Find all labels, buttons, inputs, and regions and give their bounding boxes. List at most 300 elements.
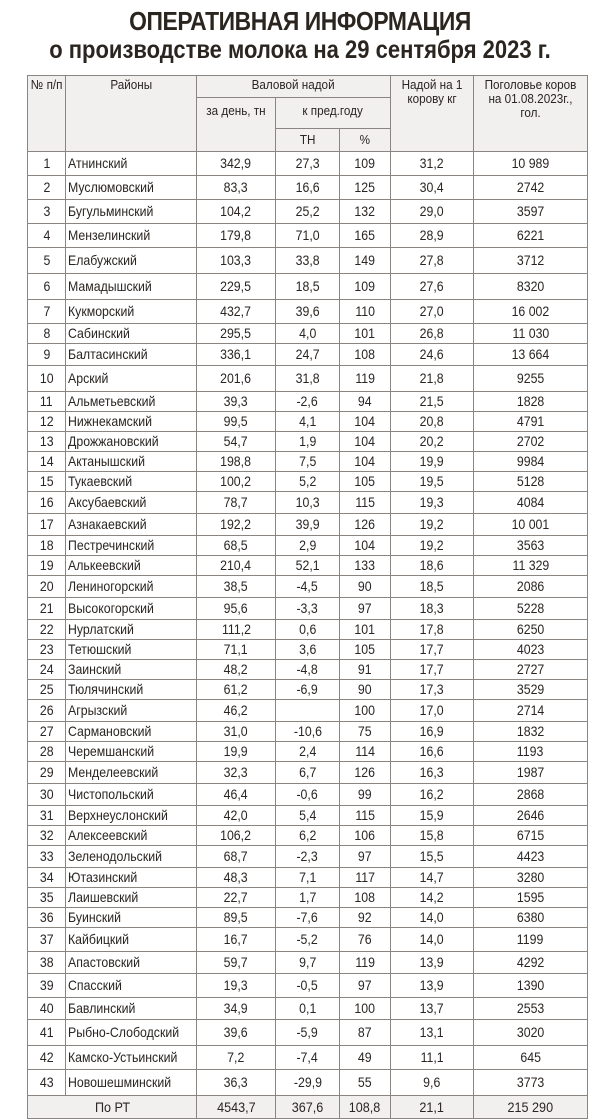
district-cell: Бугульминский [66, 200, 197, 224]
table-row [28, 846, 588, 868]
table-row [28, 868, 588, 888]
table-row [28, 762, 588, 784]
tn-cell: 16,6 [276, 176, 340, 200]
tn-cell: 2,9 [276, 536, 340, 556]
per-day-cell: 342,9 [197, 152, 276, 176]
num-cell: 3 [28, 200, 66, 224]
tn-cell: 1,7 [276, 888, 340, 908]
per-day-cell: 19,9 [197, 742, 276, 762]
cows-cell: 1193 [474, 742, 588, 762]
cows-cell: 1390 [474, 974, 588, 998]
num-cell: 25 [28, 680, 66, 700]
per-day-cell: 61,2 [197, 680, 276, 700]
per-day-cell: 38,5 [197, 576, 276, 598]
table-row [28, 680, 588, 700]
tn-cell: 31,8 [276, 366, 340, 392]
tn-cell: 6,2 [276, 826, 340, 846]
tn-cell: -5,2 [276, 928, 340, 952]
table-row [28, 722, 588, 742]
cows-cell: 6715 [474, 826, 588, 846]
pct-cell: 76 [340, 928, 391, 952]
table-row [28, 742, 588, 762]
tn-cell: 25,2 [276, 200, 340, 224]
yield-cell: 16,6 [391, 742, 474, 762]
table-row [28, 514, 588, 536]
yield-cell: 16,3 [391, 762, 474, 784]
total-yield: 21,1 [391, 1096, 474, 1119]
per-day-cell: 46,2 [197, 700, 276, 722]
per-day-cell: 103,3 [197, 248, 276, 274]
district-cell: Азнакаевский [66, 514, 197, 536]
table-row [28, 888, 588, 908]
table-row [28, 556, 588, 576]
num-cell: 36 [28, 908, 66, 928]
district-cell: Агрызский [66, 700, 197, 722]
total-row [28, 1096, 588, 1119]
pct-cell: 126 [340, 762, 391, 784]
cows-cell: 4423 [474, 846, 588, 868]
tn-cell: -4,5 [276, 576, 340, 598]
yield-cell: 19,2 [391, 514, 474, 536]
pct-cell: 125 [340, 176, 391, 200]
num-cell: 8 [28, 324, 66, 344]
district-cell: Лениногорский [66, 576, 197, 598]
cows-cell: 2553 [474, 998, 588, 1020]
table-row [28, 576, 588, 598]
per-day-cell: 100,2 [197, 472, 276, 492]
district-cell: Менделеевский [66, 762, 197, 784]
num-cell: 1 [28, 152, 66, 176]
num-cell: 15 [28, 472, 66, 492]
num-cell: 13 [28, 432, 66, 452]
tn-cell: -29,9 [276, 1070, 340, 1096]
cows-cell: 3280 [474, 868, 588, 888]
per-day-cell: 31,0 [197, 722, 276, 742]
per-day-cell: 99,5 [197, 412, 276, 432]
yield-cell: 19,2 [391, 536, 474, 556]
pct-cell: 110 [340, 300, 391, 324]
tn-cell: 2,4 [276, 742, 340, 762]
tn-cell: -7,6 [276, 908, 340, 928]
pct-cell: 119 [340, 952, 391, 974]
per-day-cell: 192,2 [197, 514, 276, 536]
num-cell: 43 [28, 1070, 66, 1096]
tn-cell: 24,7 [276, 344, 340, 366]
table-row [28, 1070, 588, 1096]
num-cell: 12 [28, 412, 66, 432]
pct-cell: 75 [340, 722, 391, 742]
cows-cell: 4292 [474, 952, 588, 974]
tn-cell: 5,2 [276, 472, 340, 492]
tn-cell: -10,6 [276, 722, 340, 742]
pct-cell: 117 [340, 868, 391, 888]
num-cell: 16 [28, 492, 66, 514]
num-cell: 21 [28, 598, 66, 620]
pct-cell: 87 [340, 1020, 391, 1046]
per-day-cell: 54,7 [197, 432, 276, 452]
num-cell: 31 [28, 806, 66, 826]
cows-cell: 3773 [474, 1070, 588, 1096]
table-row [28, 640, 588, 660]
pct-cell: 106 [340, 826, 391, 846]
table-row [28, 452, 588, 472]
district-cell: Сабинский [66, 324, 197, 344]
per-day-cell: 22,7 [197, 888, 276, 908]
cows-cell: 5228 [474, 598, 588, 620]
cows-cell: 11 030 [474, 324, 588, 344]
yield-cell: 29,0 [391, 200, 474, 224]
yield-cell: 13,9 [391, 974, 474, 998]
pct-cell: 94 [340, 392, 391, 412]
yield-cell: 14,0 [391, 908, 474, 928]
yield-cell: 27,6 [391, 274, 474, 300]
per-day-cell: 201,6 [197, 366, 276, 392]
cows-cell: 2702 [474, 432, 588, 452]
table-row [28, 492, 588, 514]
num-cell: 14 [28, 452, 66, 472]
tn-cell [276, 700, 340, 722]
num-cell: 5 [28, 248, 66, 274]
table-row [28, 248, 588, 274]
cows-cell: 645 [474, 1046, 588, 1070]
cows-cell: 2742 [474, 176, 588, 200]
table-row [28, 324, 588, 344]
per-day-cell: 295,5 [197, 324, 276, 344]
tn-cell: 71,0 [276, 224, 340, 248]
per-day-cell: 229,5 [197, 274, 276, 300]
yield-cell: 18,6 [391, 556, 474, 576]
header-yield-per-cow: Надой на 1 корову кг [391, 76, 474, 152]
per-day-cell: 39,6 [197, 1020, 276, 1046]
district-cell: Мамадышский [66, 274, 197, 300]
district-cell: Дрожжановский [66, 432, 197, 452]
cows-cell: 3712 [474, 248, 588, 274]
yield-cell: 24,6 [391, 344, 474, 366]
pct-cell: 101 [340, 620, 391, 640]
pct-cell: 99 [340, 784, 391, 806]
per-day-cell: 78,7 [197, 492, 276, 514]
per-day-cell: 48,2 [197, 660, 276, 680]
page-title: ОПЕРАТИВНАЯ ИНФОРМАЦИЯ [129, 6, 471, 36]
yield-cell: 17,8 [391, 620, 474, 640]
per-day-cell: 179,8 [197, 224, 276, 248]
num-cell: 24 [28, 660, 66, 680]
table-row [28, 224, 588, 248]
num-cell: 30 [28, 784, 66, 806]
per-day-cell: 71,1 [197, 640, 276, 660]
table-row [28, 344, 588, 366]
district-cell: Рыбно-Слободский [66, 1020, 197, 1046]
tn-cell: 4,0 [276, 324, 340, 344]
header-tn: ТН [276, 129, 340, 152]
tn-cell: -7,4 [276, 1046, 340, 1070]
cows-cell: 1199 [474, 928, 588, 952]
district-cell: Алексеевский [66, 826, 197, 846]
num-cell: 22 [28, 620, 66, 640]
pct-cell: 126 [340, 514, 391, 536]
district-cell: Верхнеуслонский [66, 806, 197, 826]
pct-cell: 104 [340, 412, 391, 432]
pct-cell: 149 [340, 248, 391, 274]
num-cell: 34 [28, 868, 66, 888]
district-cell: Апастовский [66, 952, 197, 974]
yield-cell: 13,7 [391, 998, 474, 1020]
cows-cell: 11 329 [474, 556, 588, 576]
table-row [28, 152, 588, 176]
yield-cell: 21,8 [391, 366, 474, 392]
num-cell: 33 [28, 846, 66, 868]
yield-cell: 19,3 [391, 492, 474, 514]
district-cell: Кукморский [66, 300, 197, 324]
yield-cell: 16,9 [391, 722, 474, 742]
yield-cell: 28,9 [391, 224, 474, 248]
cows-cell: 10 001 [474, 514, 588, 536]
district-cell: Ютазинский [66, 868, 197, 888]
district-cell: Высокогорский [66, 598, 197, 620]
num-cell: 23 [28, 640, 66, 660]
yield-cell: 11,1 [391, 1046, 474, 1070]
total-cows: 215 290 [474, 1096, 588, 1119]
tn-cell: -0,6 [276, 784, 340, 806]
tn-cell: -4,8 [276, 660, 340, 680]
table-row [28, 660, 588, 680]
yield-cell: 20,2 [391, 432, 474, 452]
district-cell: Арский [66, 366, 197, 392]
pct-cell: 97 [340, 846, 391, 868]
pct-cell: 119 [340, 366, 391, 392]
table-row [28, 806, 588, 826]
total-day: 4543,7 [197, 1096, 276, 1119]
table-row [28, 784, 588, 806]
header-num: № п/п [28, 76, 66, 152]
num-cell: 32 [28, 826, 66, 846]
cows-cell: 2714 [474, 700, 588, 722]
cows-cell: 4084 [474, 492, 588, 514]
district-cell: Пестречинский [66, 536, 197, 556]
tn-cell: -0,5 [276, 974, 340, 998]
yield-cell: 15,5 [391, 846, 474, 868]
cows-cell: 1595 [474, 888, 588, 908]
table-row [28, 700, 588, 722]
pct-cell: 108 [340, 888, 391, 908]
header-pct: % [340, 129, 391, 152]
tn-cell: 52,1 [276, 556, 340, 576]
district-cell: Алькеевский [66, 556, 197, 576]
num-cell: 26 [28, 700, 66, 722]
num-cell: 17 [28, 514, 66, 536]
pct-cell: 115 [340, 492, 391, 514]
per-day-cell: 39,3 [197, 392, 276, 412]
district-cell: Нижнекамский [66, 412, 197, 432]
tn-cell: -2,6 [276, 392, 340, 412]
per-day-cell: 32,3 [197, 762, 276, 784]
district-cell: Балтасинский [66, 344, 197, 366]
yield-cell: 18,3 [391, 598, 474, 620]
tn-cell: 7,5 [276, 452, 340, 472]
yield-cell: 17,7 [391, 640, 474, 660]
num-cell: 10 [28, 366, 66, 392]
per-day-cell: 432,7 [197, 300, 276, 324]
yield-cell: 9,6 [391, 1070, 474, 1096]
table-row [28, 274, 588, 300]
cows-cell: 2646 [474, 806, 588, 826]
per-day-cell: 198,8 [197, 452, 276, 472]
yield-cell: 27,8 [391, 248, 474, 274]
yield-cell: 31,2 [391, 152, 474, 176]
district-cell: Аксубаевский [66, 492, 197, 514]
tn-cell: 39,6 [276, 300, 340, 324]
yield-cell: 14,7 [391, 868, 474, 888]
pct-cell: 105 [340, 640, 391, 660]
pct-cell: 100 [340, 998, 391, 1020]
table-row [28, 998, 588, 1020]
num-cell: 27 [28, 722, 66, 742]
tn-cell: 27,3 [276, 152, 340, 176]
table-row [28, 974, 588, 998]
pct-cell: 165 [340, 224, 391, 248]
cows-cell: 5128 [474, 472, 588, 492]
district-cell: Тетюшский [66, 640, 197, 660]
per-day-cell: 68,5 [197, 536, 276, 556]
num-cell: 42 [28, 1046, 66, 1070]
district-cell: Муслюмовский [66, 176, 197, 200]
table-row [28, 472, 588, 492]
tn-cell: 7,1 [276, 868, 340, 888]
per-day-cell: 106,2 [197, 826, 276, 846]
pct-cell: 109 [340, 274, 391, 300]
district-cell: Альметьевский [66, 392, 197, 412]
num-cell: 28 [28, 742, 66, 762]
tn-cell: 10,3 [276, 492, 340, 514]
tn-cell: 1,9 [276, 432, 340, 452]
yield-cell: 19,9 [391, 452, 474, 472]
pct-cell: 97 [340, 974, 391, 998]
per-day-cell: 19,3 [197, 974, 276, 998]
per-day-cell: 42,0 [197, 806, 276, 826]
num-cell: 37 [28, 928, 66, 952]
pct-cell: 92 [340, 908, 391, 928]
table-row [28, 928, 588, 952]
yield-cell: 18,5 [391, 576, 474, 598]
yield-cell: 15,8 [391, 826, 474, 846]
table-row [28, 620, 588, 640]
cows-cell: 4023 [474, 640, 588, 660]
tn-cell: 39,9 [276, 514, 340, 536]
per-day-cell: 34,9 [197, 998, 276, 1020]
cows-cell: 1832 [474, 722, 588, 742]
table-row [28, 598, 588, 620]
num-cell: 41 [28, 1020, 66, 1046]
district-cell: Зеленодольский [66, 846, 197, 868]
pct-cell: 100 [340, 700, 391, 722]
milk-production-table [27, 75, 588, 1119]
per-day-cell: 48,3 [197, 868, 276, 888]
yield-cell: 17,0 [391, 700, 474, 722]
pct-cell: 108 [340, 344, 391, 366]
pct-cell: 104 [340, 452, 391, 472]
pct-cell: 90 [340, 680, 391, 700]
tn-cell: 0,1 [276, 998, 340, 1020]
cows-cell: 13 664 [474, 344, 588, 366]
yield-cell: 13,9 [391, 952, 474, 974]
district-cell: Елабужский [66, 248, 197, 274]
table-row [28, 536, 588, 556]
district-cell: Спасский [66, 974, 197, 998]
per-day-cell: 104,2 [197, 200, 276, 224]
yield-cell: 19,5 [391, 472, 474, 492]
pct-cell: 97 [340, 598, 391, 620]
page-subtitle: о производстве молока на 29 сентября 2023 г. [49, 36, 551, 64]
per-day-cell: 46,4 [197, 784, 276, 806]
num-cell: 11 [28, 392, 66, 412]
district-cell: Камско-Устьинский [66, 1046, 197, 1070]
district-cell: Атнинский [66, 152, 197, 176]
pct-cell: 104 [340, 432, 391, 452]
pct-cell: 104 [340, 536, 391, 556]
cows-cell: 3597 [474, 200, 588, 224]
yield-cell: 21,5 [391, 392, 474, 412]
cows-cell: 10 989 [474, 152, 588, 176]
district-cell: Кайбицкий [66, 928, 197, 952]
table-row [28, 392, 588, 412]
per-day-cell: 68,7 [197, 846, 276, 868]
table-row [28, 200, 588, 224]
cows-cell: 2868 [474, 784, 588, 806]
tn-cell: -6,9 [276, 680, 340, 700]
num-cell: 29 [28, 762, 66, 784]
district-cell: Заинский [66, 660, 197, 680]
district-cell: Бавлинский [66, 998, 197, 1020]
pct-cell: 105 [340, 472, 391, 492]
yield-cell: 30,4 [391, 176, 474, 200]
per-day-cell: 210,4 [197, 556, 276, 576]
pct-cell: 133 [340, 556, 391, 576]
pct-cell: 55 [340, 1070, 391, 1096]
yield-cell: 15,9 [391, 806, 474, 826]
table-row [28, 432, 588, 452]
table-row [28, 826, 588, 846]
per-day-cell: 59,7 [197, 952, 276, 974]
tn-cell: -2,3 [276, 846, 340, 868]
district-cell: Новошешминский [66, 1070, 197, 1096]
district-cell: Буинский [66, 908, 197, 928]
num-cell: 2 [28, 176, 66, 200]
cows-cell: 6221 [474, 224, 588, 248]
table-row [28, 412, 588, 432]
tn-cell: 3,6 [276, 640, 340, 660]
table-row [28, 1046, 588, 1070]
total-pct: 108,8 [340, 1096, 391, 1119]
tn-cell: 6,7 [276, 762, 340, 784]
yield-cell: 13,1 [391, 1020, 474, 1046]
table-row [28, 366, 588, 392]
num-cell: 18 [28, 536, 66, 556]
cows-cell: 9255 [474, 366, 588, 392]
num-cell: 6 [28, 274, 66, 300]
per-day-cell: 16,7 [197, 928, 276, 952]
num-cell: 19 [28, 556, 66, 576]
cows-cell: 9984 [474, 452, 588, 472]
district-cell: Актанышский [66, 452, 197, 472]
district-cell: Мензелинский [66, 224, 197, 248]
per-day-cell: 111,2 [197, 620, 276, 640]
num-cell: 9 [28, 344, 66, 366]
num-cell: 35 [28, 888, 66, 908]
header-gross-yield: Валовой надой [197, 76, 391, 98]
yield-cell: 20,8 [391, 412, 474, 432]
table-row [28, 300, 588, 324]
table-row [28, 908, 588, 928]
